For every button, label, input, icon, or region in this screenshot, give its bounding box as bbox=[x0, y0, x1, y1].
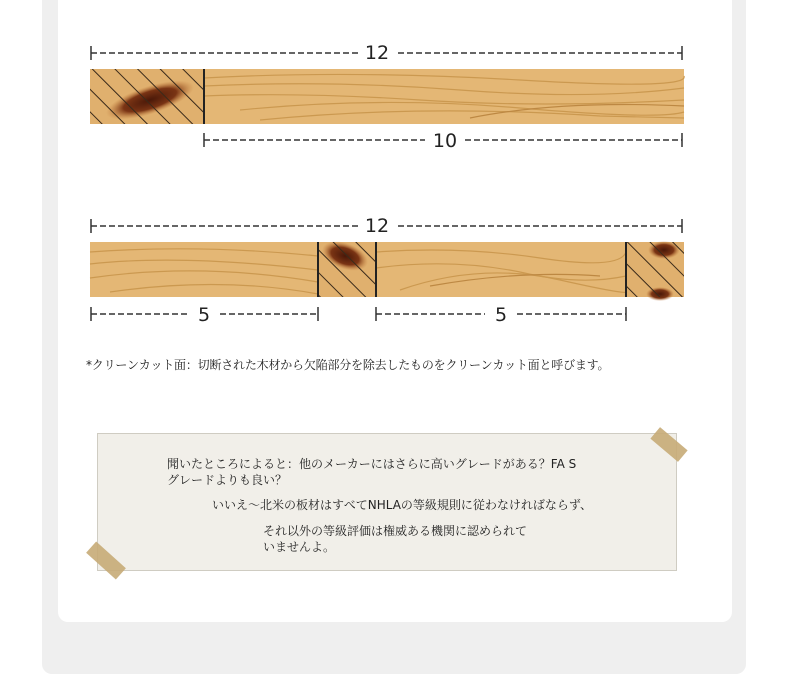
board-2-wood bbox=[90, 242, 684, 297]
clean-cut-footnote: *クリーンカット面：切断された木材から欠陥部分を除去したものをクリーンカット面と呼びます。 bbox=[86, 358, 610, 372]
board-2-total-label: 12 bbox=[364, 215, 390, 237]
qa-answer-line-1: いいえ〜北米の板材はすべてNHLAの等級規則に従わなければならず、 bbox=[212, 498, 592, 512]
qa-question: 聞いたところによると：他のメーカーにはさらに高いグレードがある？FA Sグレードよりも良い？ bbox=[167, 457, 577, 487]
board-1-clean-label: 10 bbox=[432, 130, 458, 152]
board-2 bbox=[90, 236, 684, 301]
board-1 bbox=[90, 69, 684, 128]
board-2-left-label: 5 bbox=[197, 304, 211, 326]
board-1-total-label: 12 bbox=[364, 42, 390, 64]
board-2-right-label: 5 bbox=[494, 304, 508, 326]
qa-answer-line-2: それ以外の等級評価は権威ある機関に認められていませんよ。 bbox=[263, 524, 528, 554]
